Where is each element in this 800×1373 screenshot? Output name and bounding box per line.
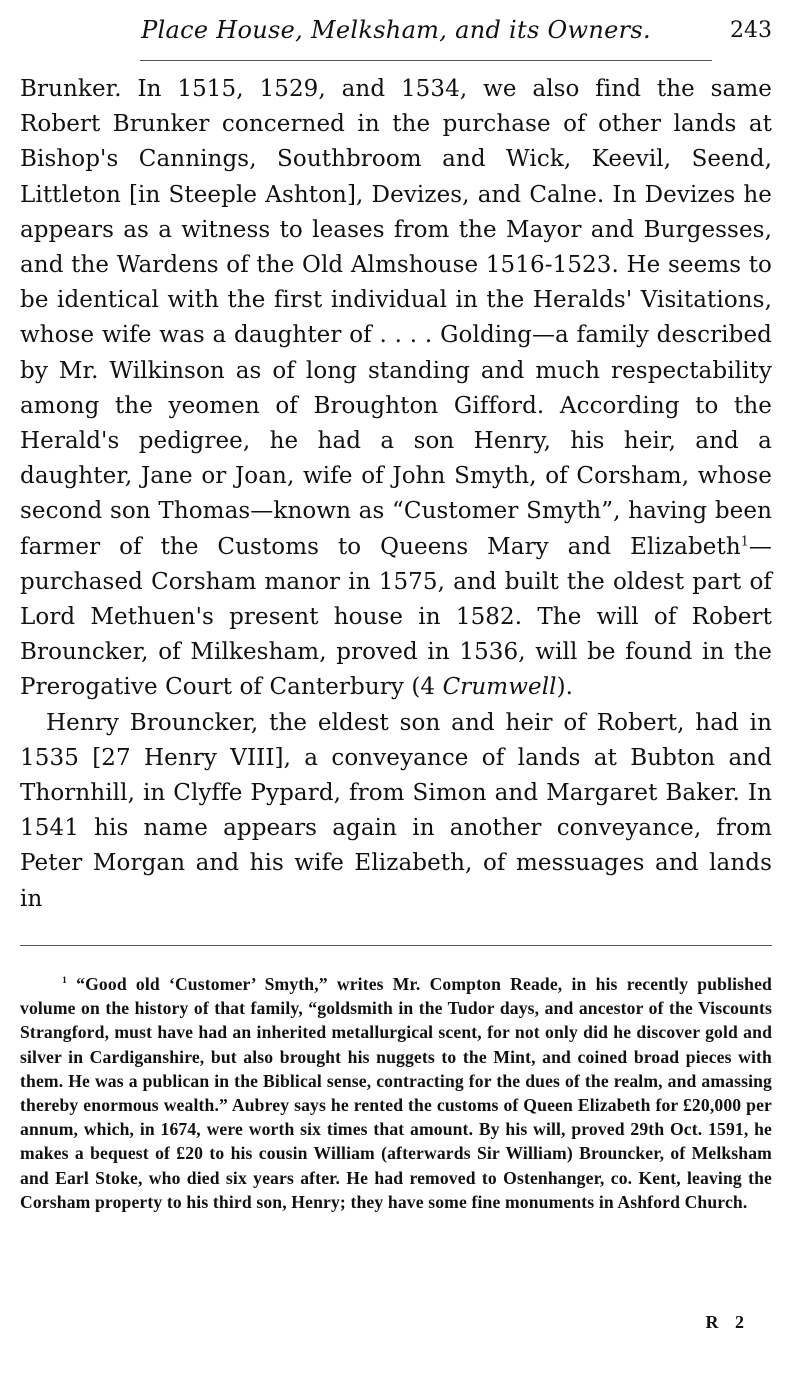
page-header [20, 10, 772, 54]
footnote-paragraph [20, 972, 772, 1214]
paragraph-1-text-c: ). [556, 674, 574, 701]
body-text [20, 72, 772, 917]
running-title: Place House, Melksham, and its Owners. [141, 16, 651, 44]
paragraph-1-text-b: —purchased Corsham manor in 1575, and built the oldest part of Lord Methuen's present house in 1582. The will of Robert Brouncker, of Milkesham, proved in 1536, will be found in the Prerogative Court of Canterbury (4 [20, 533, 772, 701]
footnote-marker: 1 [62, 975, 67, 987]
signature-mark: R 2 [705, 1312, 750, 1332]
footnote-reference: 1 [740, 532, 749, 548]
header-rule [140, 60, 712, 61]
paragraph-1-citation: Crumwell [442, 674, 557, 701]
footnote [20, 972, 772, 1214]
page-number: 243 [730, 18, 772, 43]
paragraph-1 [20, 72, 772, 706]
paragraph-2: Henry Brouncker, the eldest son and heir of Robert, had in 1535 [27 Henry VIII], a conveyance of lands at Bubton and Thornhill, in Clyffe Pypard, from Simon and Margaret Baker. In 1541 his name appears again in another conveyance, from Peter Morgan and his wife Elizabeth, of messuages and lands in [20, 709, 772, 912]
paragraph-1-text-a: Brunker. In 1515, 1529, and 1534, we also find the same Robert Brunker concerned in the purchase of other lands at Bishop's Cannings, Southbroom and Wick, Keevil, Seend, Littleton [in Steeple Ashton], Devizes, and Calne. In Devizes he appears as a witness to leases from the Mayor and Burgesses, and the Wardens of the Old Almshouse 1516-1523. He seems to be identical with the first individual in the Heralds' Visitations, whose wife was a daughter of . . . . Golding—a family described by Mr. Wilkinson as of long standing and much respectability among the yeomen of Broughton Gifford. According to the Herald's pedigree, he had a son Henry, his heir, and a daughter, Jane or Joan, wife of John Smyth, of Corsham, whose second son Thomas—known as “Customer Smyth”, having been farmer of the Customs to Queens Mary and Elizabeth [20, 76, 772, 560]
footnote-rule [20, 945, 772, 946]
footnote-text: “Good old ‘Customer’ Smyth,” writes Mr. Compton Reade, in his recently published volume on the history of that family, “goldsmith in the Tudor days, and ancestor of the Viscounts Strangford, must have had an inherited metallurgical scent, for not only did he discover gold and silver in Cardiganshire, but also brought his nuggets to the Mint, and coined broad pieces with them. He was a publican in the Biblical sense, contracting for the dues of the realm, and amassing thereby enormous wealth.” Aubrey says he rented the customs of Queen Elizabeth for £20,000 per annum, which, in 1674, were worth six times that amount. By his will, proved 29th Oct. 1591, he makes a bequest of £20 to his cousin William (afterwards Sir William) Brouncker, of Melksham and Earl Stoke, who died six years after. He had removed to Ostenhanger, co. Kent, leaving the Corsham property to his third son, Henry; they have some fine monuments in Ashford Church. [20, 974, 772, 1212]
